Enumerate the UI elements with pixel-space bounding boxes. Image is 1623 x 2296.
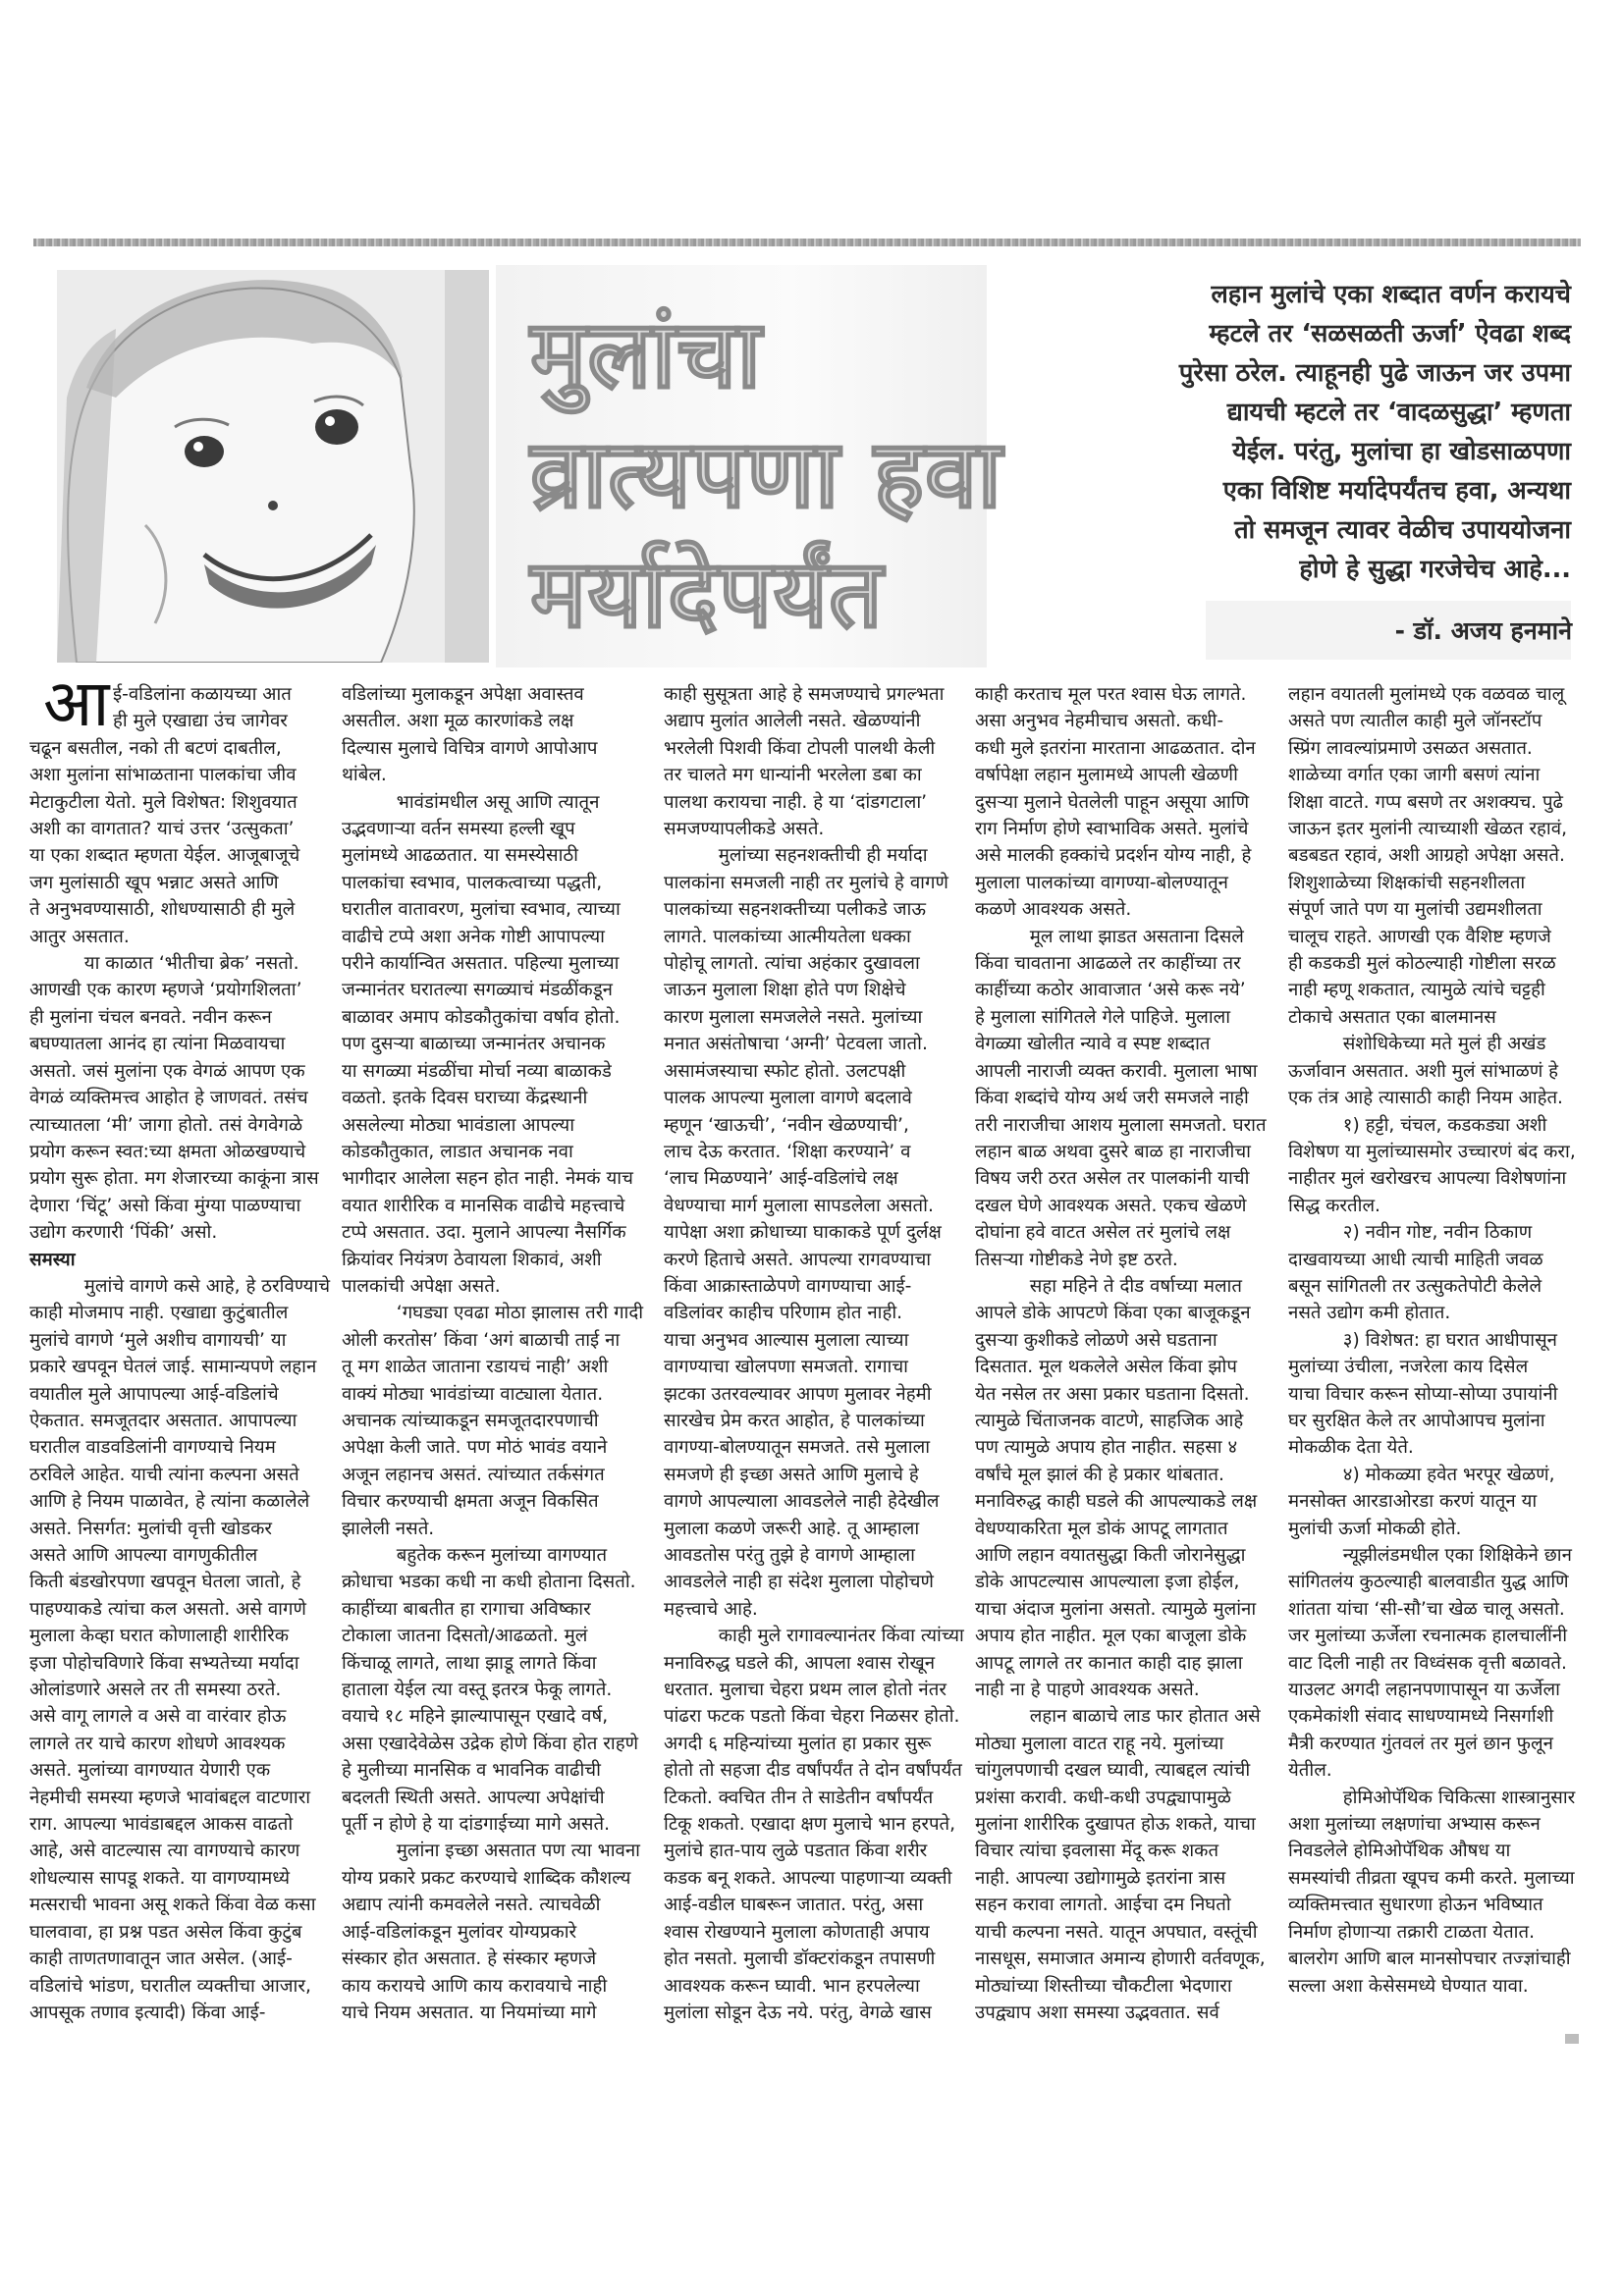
text-line: दाखवायच्या आधी त्याची माहिती जवळ [1288, 1249, 1543, 1270]
text-line: याचा विचार करून सोप्या-सोप्या उपायांनी [1288, 1383, 1558, 1405]
text-line: असतील. अशा मूळ कारणांकडे लक्ष [342, 711, 574, 732]
text-line: मुलांच्या सहनशक्तीची ही मर्यादा [664, 845, 928, 867]
dek-line: लहान मुलांचे एका शब्दात वर्णन करायचे [1211, 280, 1571, 309]
text-line: काहींच्या बाबतीत हा रागाचा अविष्कार [342, 1598, 591, 1620]
text-line: असते आणि आपल्या वागणुकीतील [29, 1545, 258, 1566]
text-line: जन्मानंतर घरातल्या सगळ्याचं मंडळींकडून [342, 980, 613, 1001]
text-line: पालकांचा स्वभाव, पालकत्वाच्या पद्धती, [342, 872, 603, 893]
text-line: वयात शारीरिक व मानसिक वाढीचे महत्त्वाचे [342, 1195, 625, 1216]
byline: - डॉ. अजय हनमाने [1394, 616, 1572, 645]
text-line: कळणे आवश्यक असते. [975, 899, 1132, 921]
text-line: प्रशंसा करावी. कधी-कधी उपद्व्यापामुळे [975, 1787, 1231, 1808]
text-line: आपले डोके आपटणे किंवा एका बाजूकडून [975, 1303, 1251, 1324]
text-line: मुलांना इच्छा असतात पण त्या भावना [342, 1841, 640, 1862]
text-line: पालकांच्या सहनशक्तीच्या पलीकडे जाऊ [664, 899, 926, 921]
text-line: घर सुरक्षित केले तर आपोआपच मुलांना [1288, 1410, 1545, 1431]
headline-line: व्रात्यपणा हवा [530, 419, 1003, 529]
text-line: याउलट अगदी लहानपणापासून या ऊर्जेला [1288, 1680, 1560, 1701]
text-line: पालक आपल्या मुलाला वागणे बदलावे [664, 1088, 912, 1109]
text-line: संशोधिकेच्या मते मुलं ही अखंड [1288, 1034, 1546, 1055]
text-line: मुलांचे वागणे ‘मुले अशीच वागायची’ या [29, 1329, 287, 1351]
text-line: श्वास रोखण्याने मुलाला कोणताही अपाय [664, 1921, 930, 1943]
text-line: प्रकारे खपवून घेतलं जाई. सामान्यपणे लहान [29, 1357, 317, 1378]
text-line: आपसूक तणाव इत्यादी) किंवा आई- [29, 2002, 266, 2023]
dek-line: येईल. परंतु, मुलांचा हा खोडसाळपणा [1232, 437, 1571, 466]
dek-line: एका विशिष्ट मर्यादेपर्यंतच हवा, अन्यथा [1222, 476, 1571, 506]
text-line: देणारा ‘चिंटू’ असो किंवा मुंग्या पाळण्याचा [29, 1195, 301, 1216]
text-line: महत्त्वाचे आहे. [664, 1598, 758, 1620]
text-line: क्रोधाचा भडका कधी ना कधी होताना दिसतो. [342, 1572, 636, 1593]
text-line: या एका शब्दात म्हणता येईल. आजूबाजूचे [29, 845, 300, 867]
text-line: १) हट्टी, चंचल, कडकड्या अशी [1288, 1114, 1547, 1136]
text-line: संस्कार होत असतात. हे संस्कार म्हणजे [342, 1949, 597, 1970]
text-line: ‘लाच मिळण्याने’ आई-वडिलांचे लक्ष [664, 1168, 898, 1190]
text-line: सांगितलंय कुठल्याही बालवाडीत युद्ध आणि [1288, 1572, 1569, 1593]
dek-line: होणे हे सुद्धा गरजेचेच आहे... [1299, 555, 1571, 584]
text-line: अशा मुलांना सांभाळताना पालकांचा जीव [29, 765, 297, 786]
text-line: सहन करावा लागतो. आईचा दम निघतो [975, 1895, 1231, 1916]
text-line: येत नसेल तर असा प्रकार घडताना दिसतो. [975, 1383, 1250, 1405]
text-line: पण त्यामुळे अपाय होत नाहीत. सहसा ४ [975, 1437, 1238, 1459]
text-line: समजणे ही इच्छा असते आणि मुलाचे हे [664, 1464, 919, 1485]
text-line: पालकांची अपेक्षा असते. [342, 1275, 501, 1297]
dek-line: म्हटले तर ‘सळसळती ऊर्जा’ ऐवढा शब्द [1209, 319, 1571, 348]
text-line: याचा अंदाज मुलांना असतो. त्यामुळे मुलांना [975, 1598, 1257, 1620]
dek-line: द्यायची म्हटले तर ‘वादळसुद्धा’ म्हणता [1226, 398, 1571, 427]
text-line: लाच देऊ करतात. ‘शिक्षा करण्याने’ व [664, 1141, 911, 1162]
text-line: नासधूस, समाजात अमान्य होणारी वर्तवणूक, [975, 1949, 1266, 1970]
text-line: आवश्यक करून घ्यावी. भान हरपलेल्या [664, 1975, 920, 1997]
text-line: या काळात ‘भीतीचा ब्रेक’ नसतो. [29, 953, 299, 975]
text-line: सल्ला अशा केसेसमध्ये घेण्यात यावा. [1288, 1975, 1529, 1997]
text-line: सहा महिने ते दीड वर्षाच्या मलात [975, 1275, 1242, 1297]
text-line: या सगळ्या मंडळींचा मोर्चा नव्या बाळाकडे [342, 1060, 612, 1082]
text-line: असा एखादेवेळेस उद्रेक होणे किंवा होत राहणे [342, 1733, 639, 1754]
text-line: दोघांना हवे वाटत असेल तरं मुलांचे लक्ष [975, 1222, 1231, 1244]
text-line: लहान बाळाचे लाड फार होतात असे [975, 1706, 1261, 1728]
text-line: वडिलांच्या मुलाकडून अपेक्षा अवास्तव [342, 684, 584, 705]
text-line: वेगळ्या खोलीत न्यावे व स्पष्ट शब्दात [975, 1034, 1211, 1055]
text-line: काही ताणतणावातून जात असेल. (आई- [29, 1949, 293, 1970]
text-line: ही कडकडी मुलं कोठल्याही गोष्टीला सरळ [1288, 953, 1556, 975]
text-line: ई-वडिलांना कळायच्या आत [113, 684, 292, 705]
text-line: लागते. पालकांच्या आत्मीयतेला धक्का [664, 926, 911, 947]
text-line: प्रयोग करून स्वत:च्या क्षमता ओळखण्याचे [29, 1141, 306, 1162]
text-line: समजण्यापलीकडे असते. [664, 819, 825, 840]
text-line: म्हणून ‘खाऊची’, ‘नवीन खेळण्याची’, [664, 1114, 909, 1136]
text-line: हाताला येईल त्या वस्तू इतरत्र फेकू लागते. [342, 1680, 613, 1701]
text-line: वाट दिली नाही तर विध्वंसक वृत्ती बळावते. [1288, 1652, 1567, 1674]
text-line: ओली करतोस’ किंवा ‘अगं बाळाची ताई ना [342, 1329, 621, 1351]
text-line: अशी का वागतात? याचं उत्तर ‘उत्सुकता’ [29, 819, 295, 840]
text-line: उपद्व्याप अशा समस्या उद्भवतात. सर्व [975, 2002, 1219, 2023]
text-line: जर मुलांच्या ऊर्जेला रचनात्मक हालचालींनी [1288, 1626, 1568, 1647]
headline [530, 294, 1003, 654]
text-line: पाहण्याकडे त्यांचा कल असतो. असे वागणे [29, 1598, 306, 1620]
text-line: आई-वडील घाबरून जातात. परंतु, असा [664, 1895, 924, 1916]
text-line: असते. निसर्गत: मुलांची वृत्ती खोडकर [29, 1518, 272, 1539]
text-column-4 [975, 681, 1279, 2026]
text-line: काहींच्या कठोर आवाजात ‘असे करू नये’ [975, 980, 1246, 1001]
text-line: जाऊन इतर मुलांनी त्याच्याशी खेळत रहावं, [1288, 819, 1567, 840]
text-line: बहुतेक करून मुलांच्या वागण्यात [342, 1545, 608, 1566]
text-line: असतो. जसं मुलांना एक वेगळं आपण एक [29, 1060, 305, 1082]
text-line: वयाचे १८ महिने झाल्यापासून एखादे वर्ष, [342, 1706, 609, 1728]
text-line: मेटाकुटीला येतो. मुले विशेषत: शिशुवयात [29, 791, 298, 813]
text-line: वागण्याचा खोलपणा समजतो. रागाचा [664, 1357, 908, 1378]
text-line: किंवा आक्रास्ताळेपणे वागण्याचा आई- [664, 1275, 912, 1297]
text-line: योग्य प्रकारे प्रकट करण्याचे शाब्दिक कौशल्य [342, 1867, 631, 1889]
text-line: वागणे आपल्याला आवडलेले नाही हेदेखील [664, 1491, 940, 1513]
text-line: काय करायचे आणि काय करावयाचे नाही [342, 1975, 608, 1997]
text-line: क्रियांवर नियंत्रण ठेवायला शिकावं, अशी [342, 1249, 602, 1270]
text-line: मनाविरुद्ध घडले की, आपला श्वास रोखून [664, 1652, 936, 1674]
text-line: टिकू शकतो. एखादा क्षण मुलाचे भान हरपते, [664, 1814, 956, 1836]
text-line: असामंजस्याचा स्फोट होतो. उलटपक्षी [664, 1060, 906, 1082]
text-line: असलेल्या मोठ्या भावंडाला आपल्या [342, 1114, 575, 1136]
text-line: याचे नियम असतात. या नियमांच्या मागे [342, 2002, 597, 2023]
text-line: मैत्री करण्यात गुंतवलं तर मुलं छान फुलून [1288, 1733, 1553, 1754]
text-line: आणि लहान वयातसुद्धा किती जोरानेसुद्धा [975, 1545, 1246, 1566]
text-line: मनाविरुद्ध काही घडले की आपल्याकडे लक्ष [975, 1491, 1258, 1513]
text-line: विचार करण्याची क्षमता अजून विकसित [342, 1491, 599, 1513]
text-line: ३) विशेषत: हा घरात आधीपासून [1288, 1329, 1557, 1351]
text-line: हे मुलीच्या मानसिक व भावनिक वाढीची [342, 1760, 601, 1782]
text-line: वयातील मुले आपापल्या आई-वडिलांचे [29, 1383, 279, 1405]
text-line: लागले तर याचे कारण शोधणे आवश्यक [29, 1733, 286, 1754]
text-line: हे मुलाला सांगितले गेले पाहिजे. मुलाला [975, 1006, 1231, 1028]
text-line: चालूच राहते. आणखी एक वैशिष्ट म्हणजे [1288, 926, 1551, 947]
text-line: ओलांडणारे असले तर ती समस्या ठरते. [29, 1680, 282, 1701]
text-line: बसून सांगितली तर उत्सुकतेपोटी केलेले [1288, 1275, 1542, 1297]
text-line: अपाय होत नाहीत. मूल एका बाजूला डोके [975, 1626, 1247, 1647]
text-line: राग. आपल्या भावंडाबद्दल आकस वाढतो [29, 1814, 294, 1836]
text-line: वेधण्याचा मार्ग मुलाला सापडलेला असतो. [664, 1195, 934, 1216]
text-line: होतो तो सहजा दीड वर्षांपर्यंत ते दोन वर्षांपर्यंत [664, 1760, 962, 1782]
text-column-2 [342, 681, 646, 2026]
text-line: पालकांना समजली नाही तर मुलांचे हे वागणे [664, 872, 948, 893]
text-line: मुलांचे वागणे कसे आहे, हे ठरविण्याचे [29, 1275, 331, 1297]
text-line: काही मोजमाप नाही. एखाद्या कुटुंबातील [29, 1303, 289, 1324]
text-line: ऐकतात. समजूतदार असतात. आपापल्या [29, 1410, 298, 1431]
text-line: मुलांचे हात-पाय लुळे पडतात किंवा शरीर [664, 1841, 928, 1862]
text-line: अजून लहानच असतं. त्यांच्यात तर्कसंगत [342, 1464, 605, 1485]
section-heading: समस्या [29, 1249, 76, 1270]
text-line: पांढरा फटक पडतो किंवा चेहरा निळसर होतो. [664, 1706, 960, 1728]
text-line: मुलांमध्ये आढळतात. या समस्येसाठी [342, 845, 579, 867]
text-line: आहे, असे वाटल्यास त्या वागण्याचे कारण [29, 1841, 300, 1862]
text-line: होत नसतो. मुलाची डॉक्टरांकडून तपासणी [664, 1949, 936, 1970]
text-line: याचा अनुभव आल्यास मुलाला त्याच्या [664, 1329, 909, 1351]
text-line: दखल घेणे आवश्यक असते. एकच खेळणे [975, 1195, 1247, 1216]
text-line: झटका उतरवल्यावर आपण मुलावर नेहमी [664, 1383, 932, 1405]
text-line: अशा मुलांच्या लक्षणांचा अभ्यास करून [1288, 1814, 1541, 1836]
text-line: काही सुसूत्रता आहे हे समजण्याचे प्रगल्भता [664, 684, 945, 705]
text-line: अगदी ६ महिन्यांच्या मुलांत हा प्रकार सुरू [664, 1733, 932, 1754]
headline-line: मुलांचा [530, 299, 763, 409]
text-line: समस्यांची तीव्रता खूपच कमी करते. मुलाच्या [1288, 1867, 1575, 1889]
text-line: होमिओपॅथिक चिकित्सा शास्त्रानुसार [1288, 1787, 1576, 1808]
text-line: मोठ्यांच्या शिस्तीच्या चौकटीला भेदणारा [975, 1975, 1232, 1997]
text-line: किती बंडखोरपणा खपवून घेतला जातो, हे [29, 1572, 301, 1593]
text-line: मुलाला पालकांच्या वागण्या-बोलण्यातून [975, 872, 1228, 893]
text-line: शिशुशाळेच्या शिक्षकांची सहनशीलता [1288, 872, 1526, 893]
text-line: टिकतो. क्वचित तीन ते साडेतीन वर्षांपर्यंत [664, 1787, 934, 1808]
text-line: उद्योग करणारी ‘पिंकी’ असो. [29, 1222, 218, 1244]
text-line: आपटू लागले तर कानात काही दाह झाला [975, 1652, 1243, 1674]
text-line: चढून बसतील, नको ती बटणं दाबतील, [29, 737, 282, 759]
text-line: असे वागू लागले व असे वा वारंवार होऊ [29, 1706, 287, 1728]
text-line: पण दुसऱ्या बाळाच्या जन्मानंतर अचानक [342, 1034, 606, 1055]
text-line: परीने कार्यान्वित असतात. पहिल्या मुलाच्या [342, 953, 620, 975]
text-line: आवडतोस परंतु तुझे हे वागणे आम्हाला [664, 1545, 915, 1566]
text-line: काही मुले रागावल्यानंतर किंवा त्यांच्या [664, 1626, 964, 1647]
text-line: अद्याप त्यांनी कमवलेले नसते. त्याचवेळी [342, 1895, 601, 1916]
text-line: मनात असंतोषाचा ‘अग्नी’ पेटवला जातो. [664, 1034, 928, 1055]
text-line: यापेक्षा अशा क्रोधाच्या घाकाकडे पूर्ण दुर्लक्ष [664, 1222, 942, 1244]
text-line: चांगुलपणाची दखल घ्यावी, त्याबद्दल त्यांची [975, 1760, 1251, 1782]
text-line: कधी मुले इतरांना मारताना आढळतात. दोन [975, 737, 1256, 759]
text-line: तिसऱ्या गोष्टीकडे नेणे इष्ट ठरते. [975, 1249, 1178, 1270]
text-line: मुलाला कळणे जरूरी आहे. तू आम्हाला [664, 1518, 920, 1539]
text-line: विषय जरी ठरत असेल तर पालकांनी याची [975, 1168, 1250, 1190]
text-line: एक तंत्र आहे त्यासाठी काही नियम आहेत. [1288, 1088, 1563, 1109]
text-line: नाही म्हणू शकतात, त्यामुळे त्यांचे चट्टही [1288, 980, 1545, 1001]
text-column-3 [664, 681, 968, 2026]
text-line: नाही ना हे पाहणे आवश्यक असते. [975, 1680, 1200, 1701]
text-line: वागण्या-बोलण्यातून समजते. तसे मुलाला [664, 1437, 931, 1459]
text-line: पोहोचू लागतो. त्यांचा अहंकार दुखावला [664, 953, 920, 975]
text-line: झालेली नसते. [342, 1518, 435, 1539]
dek-line: तो समजून त्यावर वेळीच उपाययोजना [1234, 515, 1571, 545]
text-line: आपली नाराजी व्यक्त करावी. मुलाला भाषा [975, 1060, 1258, 1082]
text-line: वेधण्याकरिता मूल डोकं आपटू लागतात [975, 1518, 1228, 1539]
text-line: मोकळीक देता येते. [1288, 1437, 1414, 1459]
text-line: किंवा शब्दांचे योग्य अर्थ जरी समजले नाही [975, 1088, 1249, 1109]
text-line: शाळेच्या वर्गात एका जागी बसणं त्यांना [1288, 765, 1541, 786]
text-line: बडबडत रहावं, अशी आग्रहो अपेक्षा असते. [1288, 845, 1565, 867]
text-line: ते अनुभवण्यासाठी, शोधण्यासाठी ही मुले [29, 899, 296, 921]
text-line: विशेषण या मुलांच्यासमोर उच्चारणं बंद करा, [1288, 1141, 1576, 1162]
text-line: स्प्रिंग लावल्यांप्रमाणे उसळत असतात. [1288, 737, 1533, 759]
text-line: मुलांना शारीरिक दुखापत होऊ शकते, याचा [975, 1814, 1256, 1836]
child-photo [57, 270, 489, 663]
text-line: इजा पोहोचविणारे किंवा सभ्यतेच्या मर्यादा [29, 1652, 299, 1674]
text-line: बालरोग आणि बाल मानसोपचार तज्ज्ञांचाही [1288, 1949, 1571, 1970]
text-line: बाळावर अमाप कोडकौतुकांचा वर्षाव होतो. [342, 1006, 621, 1028]
text-line: आणि हे नियम पाळावेत, हे त्यांना कळालेले [29, 1491, 310, 1513]
text-line: वाक्यं मोठ्या भावंडांच्या वाट्याला येतात. [342, 1383, 604, 1405]
text-line: सारखेच प्रेम करत आहोत, हे पालकांच्या [664, 1410, 925, 1431]
text-line: लहान वयातली मुलांमध्ये एक वळवळ चालू [1288, 684, 1565, 705]
text-line: अपेक्षा केली जाते. पण मोठं भावंड वयाने [342, 1437, 608, 1459]
text-line: दिल्यास मुलाचे विचित्र वागणे आपोआप [342, 737, 598, 759]
text-line: टोकाचे असतात एका बालमानस [1288, 1006, 1496, 1028]
text-line: जाऊन मुलाला शिक्षा होते पण शिक्षेचे [664, 980, 906, 1001]
text-line: करणे हिताचे असते. आपल्या रागवण्याचा [664, 1249, 932, 1270]
text-line: किंचाळू लागते, लाथा झाडू लागते किंवा [342, 1652, 597, 1674]
text-line: कोडकौतुकात, लाडात अचानक नवा [342, 1141, 573, 1162]
text-line: आवडलेले नाही हा संदेश मुलाला पोहोचणे [664, 1572, 934, 1593]
text-line: वेगळं व्यक्तिमत्त्व आहोत हे जाणवतं. तसंच [29, 1088, 308, 1109]
text-line: शोधल्यास सापडू शकते. या वागण्यामध्ये [29, 1867, 291, 1889]
page-corner-mark [1565, 2034, 1579, 2044]
text-line: शिक्षा वाटते. गप्प बसणे तर अशक्यच. पुढे [1288, 791, 1564, 813]
text-line: पूर्ती न होणे हे या दांडगाईच्या मागे असते. [342, 1814, 610, 1836]
text-line: बघण्यातला आनंद हा त्यांना मिळवायचा [29, 1034, 286, 1055]
text-line: दुसऱ्या कुशीकडे लोळणे असे घडताना [975, 1329, 1217, 1351]
text-line: वर्षांचे मूल झालं की हे प्रकार थांबतात. [975, 1464, 1224, 1485]
text-line: आतुर असतात. [29, 926, 130, 947]
text-line: निवडलेले होमिओपॅथिक औषध या [1288, 1841, 1511, 1862]
text-line: घरातील वाडवडिलांनी वागण्याचे नियम [29, 1437, 276, 1459]
text-line: वाढीचे टप्पे अशा अनेक गोष्टी आपापल्या [342, 926, 605, 947]
text-line: नाही. आपल्या उद्योगामुळे इतरांना त्रास [975, 1867, 1226, 1889]
text-line: नेहमीची समस्या म्हणजे भावांबद्दल वाटणारा [29, 1787, 311, 1808]
text-line: असते. मुलांच्या वागण्यात येणारी एक [29, 1760, 271, 1782]
text-line: विचार त्यांचा इवलासा मेंदू करू शकत [975, 1841, 1219, 1862]
text-line: घरातील वातावरण, मुलांचा स्वभाव, त्याच्या [342, 899, 621, 921]
text-line: बदलती स्थिती असते. आपल्या अपेक्षांची [342, 1787, 605, 1808]
text-line: मत्सराची भावना असू शकते किंवा वेळ कसा [29, 1895, 316, 1916]
text-line: सिद्ध करतील. [1288, 1195, 1380, 1216]
text-column-1 [29, 666, 331, 2026]
text-line: दुसऱ्या मुलाने घेतलेली पाहून असूया आणि [975, 791, 1250, 813]
text-line: ही मुले एखाद्या उंच जागेवर [113, 711, 288, 732]
text-line: उद्भवणाऱ्या वर्तन समस्या हल्ली खूप [342, 819, 575, 840]
text-line: राग निर्माण होणे स्वाभाविक असते. मुलांचे [975, 819, 1249, 840]
text-line: ‘गघड्या एवढा मोठा झालास तरी गादी [342, 1303, 644, 1324]
text-line: धरतात. मुलाचा चेहरा प्रथम लाल होतो नंतर [664, 1680, 947, 1701]
text-line: तू मग शाळेत जाताना रडायचं नाही’ अशी [342, 1357, 609, 1378]
text-line: याची कल्पना नसते. यातून अपघात, वस्तूंची [975, 1921, 1258, 1943]
text-line: मुलांला सोडून देऊ नये. परंतु, वेगळे खास [664, 2002, 932, 2023]
top-rule [33, 239, 1581, 246]
text-line: आणखी एक कारण म्हणजे ‘प्रयोगशिलता’ [29, 980, 302, 1001]
text-line: ऊर्जावान असतात. अशी मुलं सांभाळणं हे [1288, 1060, 1559, 1082]
text-line: निर्माण होणाऱ्या तक्रारी टाळता येतात. [1288, 1921, 1536, 1943]
text-line: असा अनुभव नेहमीचाच असतो. कधी- [975, 711, 1224, 732]
text-line: काही करताच मूल परत श्वास घेऊ लागते. [975, 684, 1247, 705]
text-line: डोके आपटल्यास आपल्याला इजा होईल, [975, 1572, 1240, 1593]
text-line: कडक बनू शकते. आपल्या पाहणाऱ्या व्यक्ती [664, 1867, 952, 1889]
text-line: वडिलांचे भांडण, घरातील व्यक्तीचा आजार, [29, 1975, 311, 1997]
text-line: येतील. [1288, 1760, 1332, 1782]
text-line: मोठ्या मुलाला वाटत राहू नये. मुलांच्या [975, 1733, 1224, 1754]
text-line: मनसोक्त आरडाओरडा करणं यातून या [1288, 1491, 1538, 1513]
drop-cap: आ [43, 666, 110, 741]
text-line: असे मालकी हक्कांचे प्रदर्शन योग्य नाही, हे [975, 845, 1252, 867]
text-line: प्रयोग सुरू होता. मग शेजारच्या काकूंना त्रास [29, 1168, 319, 1190]
text-line: मुलांच्या उंचीला, नजरेला काय दिसेल [1288, 1357, 1529, 1378]
text-line: ही मुलांना चंचल बनवते. नवीन करून [29, 1006, 272, 1028]
text-line: मूल लाथा झाडत असताना दिसले [975, 926, 1244, 947]
text-line: जग मुलांसाठी खूप भन्नाट असते आणि [29, 872, 279, 893]
text-line: व्यक्तिमत्त्वात सुधारणा होऊन भविष्यात [1288, 1895, 1543, 1916]
text-line: न्यूझीलंडमधील एका शिक्षिकेने छान [1288, 1545, 1572, 1566]
text-line: मुलांची ऊर्जा मोकळी होते. [1288, 1518, 1462, 1539]
text-line: टोकाला जातना दिसतो/आढळतो. मुलं [342, 1626, 588, 1647]
article-dek [1021, 275, 1571, 589]
text-line: टप्पे असतात. उदा. मुलाने आपल्या नैसर्गिक [342, 1222, 626, 1244]
text-line: भागीदार आलेला सहन होत नाही. नेमकं याच [342, 1168, 633, 1190]
text-line: नाहीतर मुलं खरोखरच आपल्या विशेषणांना [1288, 1168, 1567, 1190]
text-line: लहान बाळ अथवा दुसरे बाळ हा नाराजीचा [975, 1141, 1251, 1162]
headline-line: मर्यादेपर्यंत [530, 539, 884, 649]
text-line: किंवा चावताना आढळले तर काहींच्या तर [975, 953, 1241, 975]
text-line: वर्षापेक्षा लहान मुलामध्ये आपली खेळणी [975, 765, 1238, 786]
text-line: एकमेकांशी संवाद साधण्यामध्ये निसर्गाशी [1288, 1706, 1554, 1728]
text-line: त्याच्यातला ‘मी’ जागा होतो. तसं वेगवेगळे [29, 1114, 303, 1136]
text-line: कारण मुलाला समजलेले नसते. मुलांच्या [664, 1006, 923, 1028]
dek-line: पुरेसा ठरेल. त्याहूनही पुढे जाऊन जर उपमा [1178, 358, 1571, 388]
text-line: मुलाला केव्हा घरात कोणालाही शारीरिक [29, 1626, 290, 1647]
text-line: वडिलांवर काहीच परिणाम होत नाही. [664, 1303, 903, 1324]
text-line: ठरविले आहेत. याची त्यांना कल्पना असते [29, 1464, 299, 1485]
text-line: थांबेल. [342, 765, 387, 786]
text-line: नसते उद्योग कमी होतात. [1288, 1303, 1451, 1324]
text-line: ४) मोकळ्या हवेत भरपूर खेळणं, [1288, 1464, 1555, 1485]
text-line: भावंडांमधील असू आणि त्यातून [342, 791, 600, 813]
text-line: त्यामुळे चिंताजनक वाटणे, साहजिक आहे [975, 1410, 1244, 1431]
text-line: असते पण त्यातील काही मुले जॉनस्टॉप [1288, 711, 1542, 732]
text-line: शांतता यांचा ‘सी-सौ’चा खेळ चालू असतो. [1288, 1598, 1565, 1620]
text-column-5 [1288, 681, 1602, 2000]
text-line: भरलेली पिशवी किंवा टोपली पालथी केली [664, 737, 936, 759]
child-face-icon [57, 270, 489, 663]
text-line: तरी नाराजीचा आशय मुलाला समजतो. घरात [975, 1114, 1267, 1136]
text-line: तर चालते मग धान्यांनी भरलेला डबा का [664, 765, 922, 786]
text-line: अद्याप मुलांत आलेली नसते. खेळण्यांनी [664, 711, 921, 732]
text-line: दिसतात. मूल थकलेले असेल किंवा झोप [975, 1357, 1237, 1378]
text-line: आई-वडिलांकडून मुलांवर योग्यप्रकारे [342, 1921, 577, 1943]
text-line: घालवावा, हा प्रश्न पडत असेल किंवा कुटुंब [29, 1921, 302, 1943]
text-line: वळतो. इतके दिवस घराच्या केंद्रस्थानी [342, 1088, 588, 1109]
text-line: संपूर्ण जाते पण या मुलांची उद्यमशीलता [1288, 899, 1542, 921]
text-line: अचानक त्यांच्याकडून समजूतदारपणाची [342, 1410, 599, 1431]
text-line: पालथा करायचा नाही. हे या ‘दांडगटाला’ [664, 791, 928, 813]
text-line: २) नवीन गोष्ट, नवीन ठिकाण [1288, 1222, 1533, 1244]
